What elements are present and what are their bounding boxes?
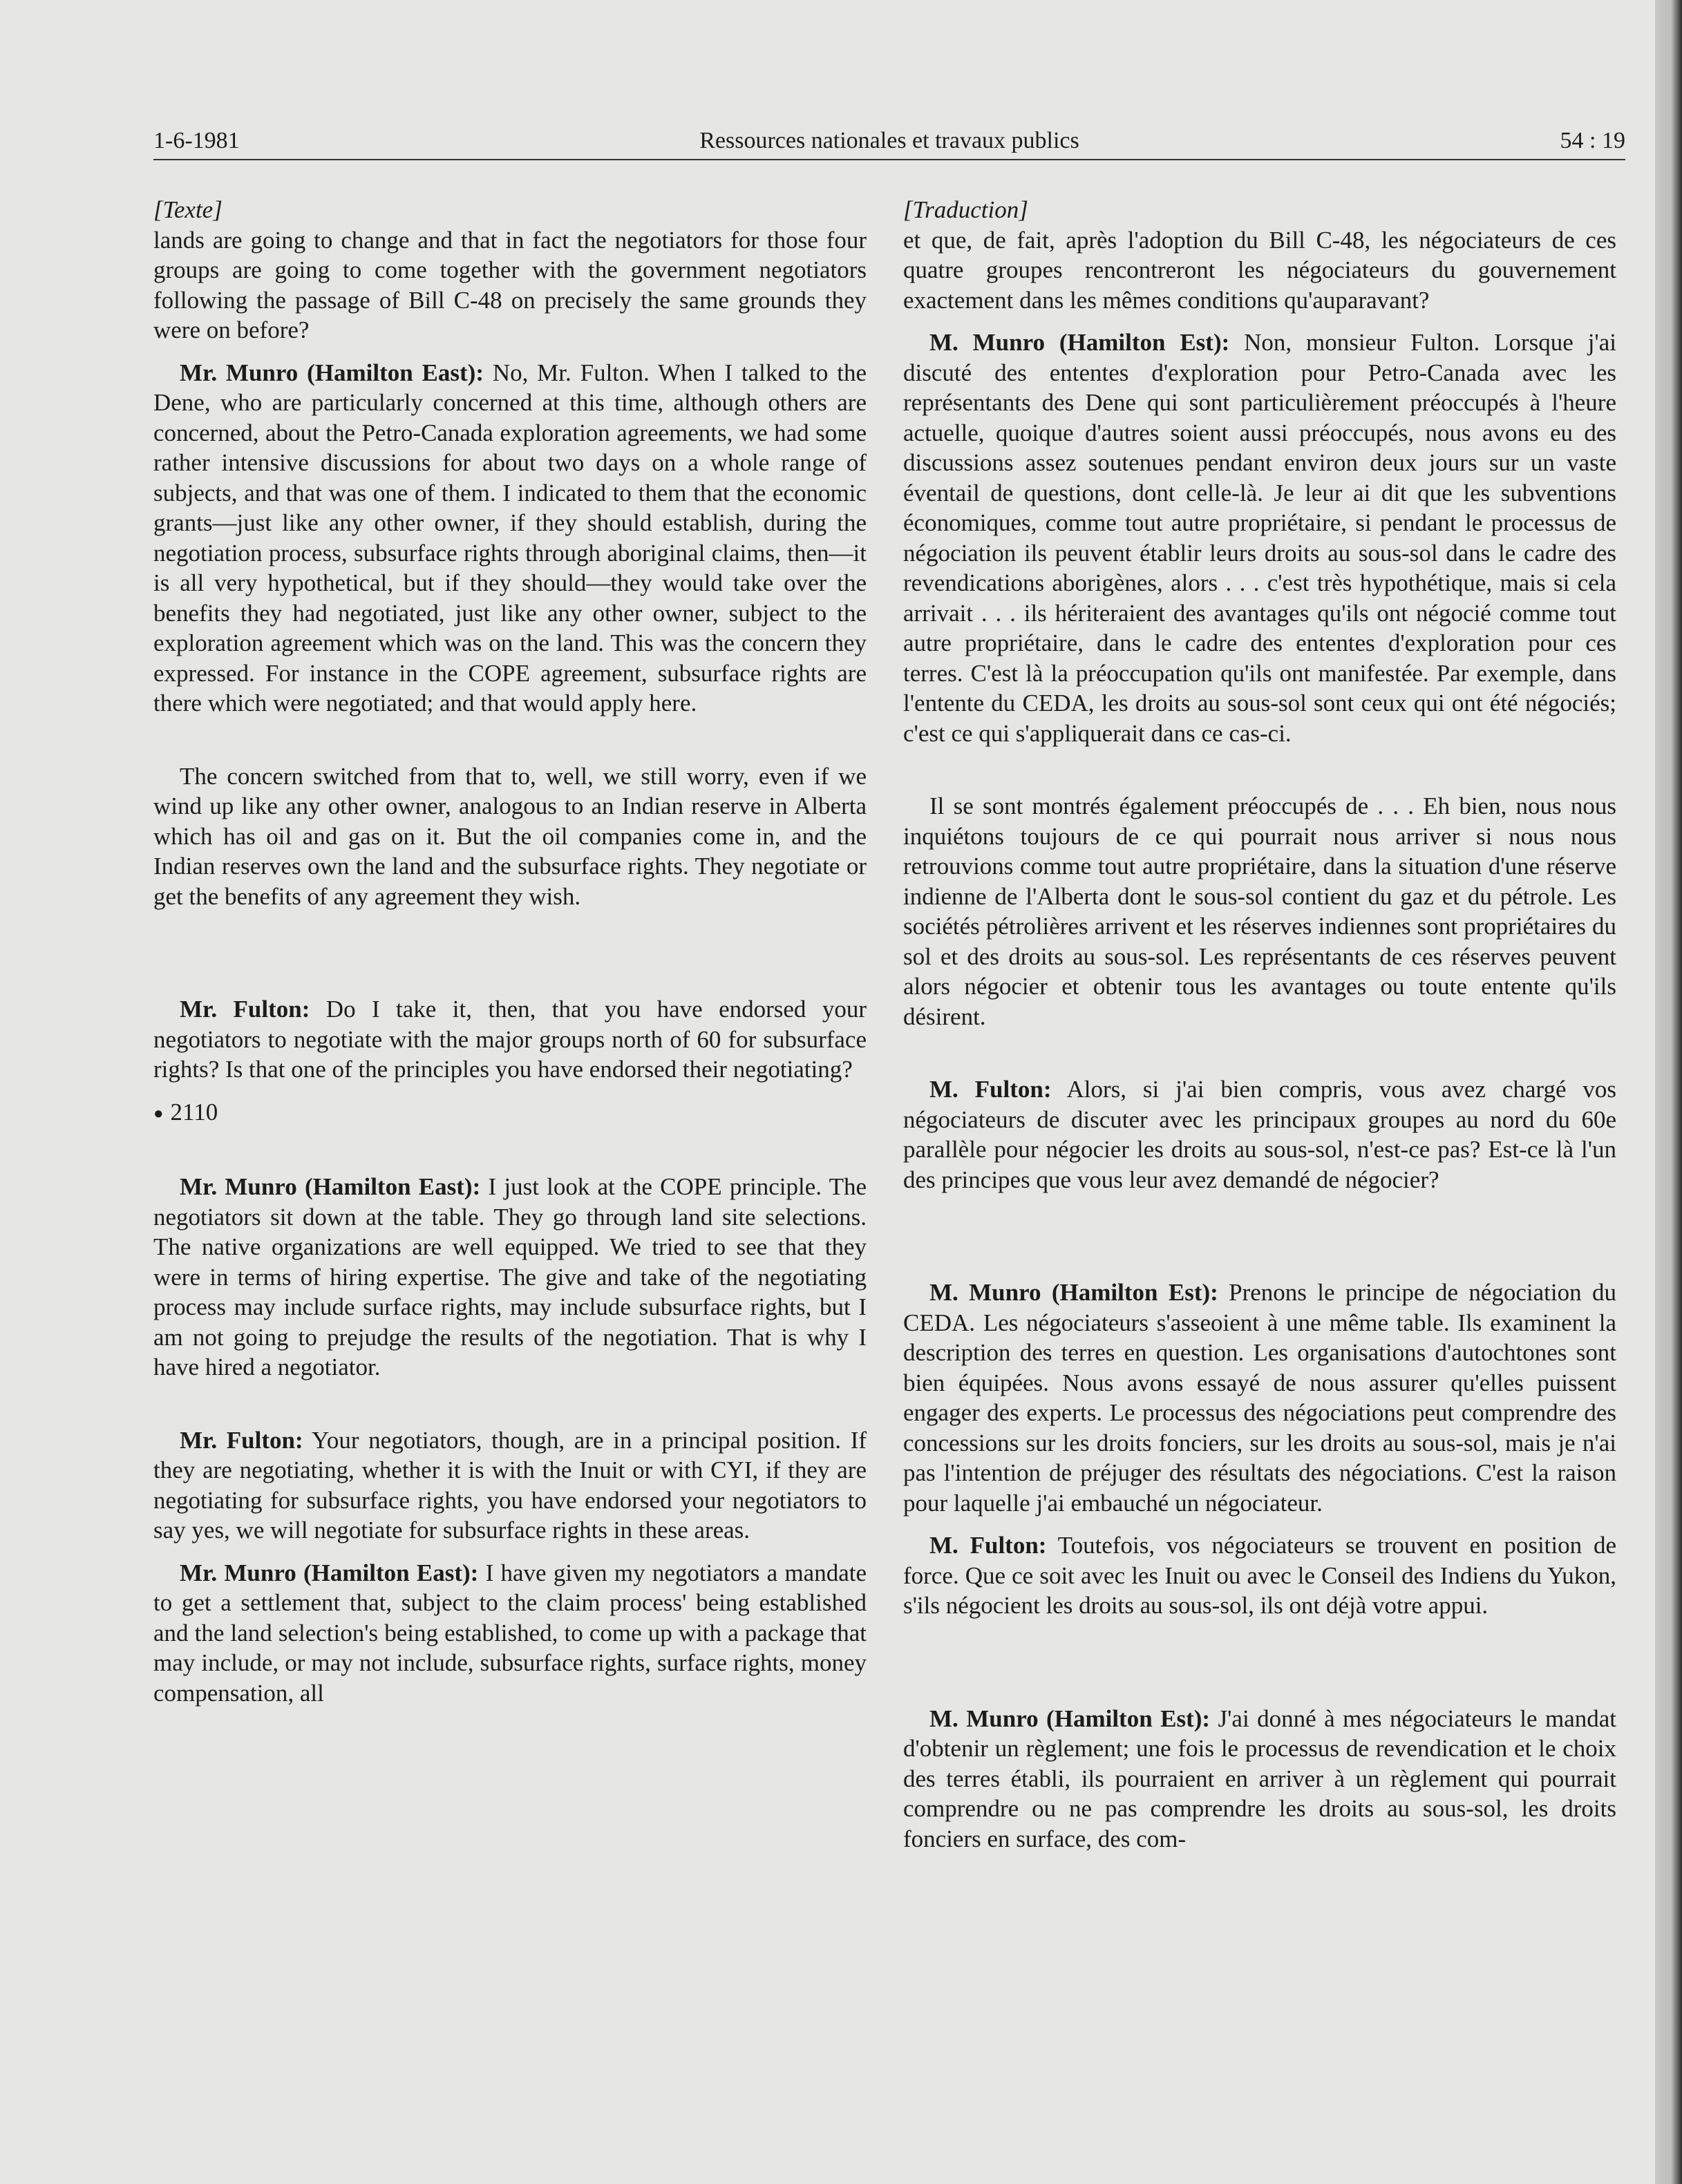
time-marker (153, 1097, 867, 1130)
right-column-french (903, 195, 1616, 1854)
speaker-name: M. Munro (Hamilton Est): (929, 329, 1230, 356)
paragraph (153, 1172, 867, 1383)
paragraph (153, 1425, 867, 1546)
speech-text: Prenons le principe de négociation du CEDA. Les négociateurs s'asseoient à une même table. Ils examinent la description des terres en question. Les organisations d'autochtones sont bien équipées. Nous avons essayé de nous assurer qu'elles puissent engager des experts. Le processus des négociations peut comprendre des concessions sur les droits fonciers, sur les droits au sous-sol, mais je n'ai pas l'intention de préjuger des résultats des négociations. C'est la raison pour laquelle j'ai embauché un négociateur. (903, 1279, 1616, 1517)
text-tag: [Texte] (153, 196, 223, 223)
translation-tag: [Traduction] (903, 196, 1028, 223)
paragraph (903, 1278, 1616, 1518)
speech-text: Your negotiators, though, are in a principal position. If they are negotiating, whether it is with the Inuit or with CYI, if they are negotiating for subsurface rights, you have endorsed your negotiators to say yes, we will negotiate for subsurface rights in these areas. (153, 1426, 867, 1544)
paragraph (903, 1704, 1616, 1854)
speech-text: Do I take it, then, that you have endorsed your negotiators to negotiate with the major groups north of 60 for subsurface rights? Is that one of the principles you have endorsed their negotiating? (153, 996, 867, 1083)
speaker-name: Mr. Munro (Hamilton East): (180, 1559, 479, 1586)
speech-text: I just look at the COPE principle. The negotiators sit down at the table. They go through land site selections. The native organizations are well equipped. We tried to see that they were in terms of hiring expertise. The give and take of the negotiating process may include surface rights, may include subsurface rights, but I am not going to prejudge the results of the negotiation. That is why I have hired a negotiator. (153, 1173, 867, 1381)
page-header (153, 123, 1625, 160)
speech-text: J'ai donné à mes négociateurs le mandat d'obtenir un règlement; une fois le processus de revendication et le choix des terres établi, ils pourraient en arriver à un règlement qui pourrait comprendre ou ne pas comprendre les droits au sous-sol, les droits fonciers en surface, des com- (903, 1705, 1616, 1852)
speaker-name: M. Fulton: (929, 1076, 1052, 1103)
paragraph (153, 994, 867, 1085)
speaker-name: M. Munro (Hamilton Est): (929, 1279, 1218, 1306)
speaker-name: M. Fulton: (929, 1532, 1047, 1559)
paragraph (903, 327, 1616, 748)
speech-text: Toutefois, vos négociateurs se trouvent en position de force. Que ce soit avec les Inuit ou avec le Conseil des Indiens du Yukon, s'ils négocient les droits au sous-sol, ils ont déjà votre appui. (903, 1532, 1616, 1619)
paragraph: lands are going to change and that in fact the negotiators for those four groups are going to come together with the government negotiators following the passage of Bill C-48 on precisely the same grounds they were on before? (153, 226, 867, 343)
paragraph (153, 358, 867, 719)
speaker-name: M. Munro (Hamilton Est): (929, 1705, 1211, 1732)
speech-text: No, Mr. Fulton. When I talked to the Dene, who are particularly concerned at this time, although others are concerned, about the Petro-Canada exploration agreements, we had some rather intensive discussions for about two days on a whole range of subjects, and that was one of them. I indicated to them that the economic grants—just like any other owner, if they should establish, during the negotiation process, subsurface rights through aboriginal claims, then—it is all very hypothetical, but if they should—they would take over the benefits they had negotiated, just like any other owner, subject to the exploration agreement which was on the land. This was the concern they expressed. For instance in the COPE agreement, subsurface rights are there which were negotiated; and that would apply here. (153, 359, 867, 716)
header-title: Ressources nationales et travaux publics (699, 128, 1079, 153)
speaker-name: Mr. Munro (Hamilton East): (180, 359, 484, 386)
speaker-name: Mr. Fulton: (180, 1426, 303, 1454)
speech-text: Alors, si j'ai bien compris, vous avez chargé vos négociateurs de discuter avec les principaux groupes au nord du 60e parallèle pour négocier les droits au sous-sol, n'est-ce pas? Est-ce là l'un des principes que vous leur avez demandé de négocier? (903, 1076, 1617, 1193)
paragraph: Il se sont montrés également préoccupés de . . . Eh bien, nous nous inquiétons toujours de ce qui pourrait nous arriver si nous nous retrouvions comme tout autre propriétaire, dans la situation d'une réserve indienne de l'Alberta dont le sous-sol contient du gaz et du pétrole. Les sociétés pétrolières arrivent et les réserves indiennes sont propriétaires du sol et des droits au sous-sol. Les représentants de ces réserves peuvent alors négocier et obtenir tous les avantages ou toute entente qu'ils désirent. (903, 792, 1616, 1030)
page-edge (1655, 0, 1682, 2184)
paragraph: The concern switched from that to, well, we still worry, even if we wind up like any other owner, analogous to an Indian reserve in Alberta which has oil and gas on it. But the oil companies come in, and the Indian reserves own the land and the subsurface rights. They negotiate or get the benefits of any agreement they wish. (153, 762, 867, 910)
speaker-name: Mr. Fulton: (180, 996, 310, 1023)
time-value: 2110 (170, 1098, 218, 1126)
paragraph: et que, de fait, après l'adoption du Bill C-48, les négociateurs de ces quatre groupes rencontreront les négociateurs du gouvernement exactement dans les mêmes conditions qu'auparavant? (903, 226, 1616, 314)
speaker-name: Mr. Munro (Hamilton East): (180, 1173, 481, 1201)
speech-text: I have given my negotiators a mandate to get a settlement that, subject to the claim process' being established and the land selection's being established, to come up with a package that may include, or may not include, subsurface rights, surface rights, money compensation, all (153, 1559, 867, 1707)
paragraph (153, 1558, 867, 1709)
bullet-icon: ● (153, 1104, 164, 1123)
header-date: 1-6-1981 (153, 128, 240, 153)
paragraph (903, 1074, 1616, 1195)
speech-text: Non, monsieur Fulton. Lorsque j'ai discuté des ententes d'exploration pour Petro-Canada avec les représentants des Dene qui sont particulièrement préoccupés à l'heure actuelle, quoique d'autres soient aussi préoccupés, nous avons eu des discussions assez soutenues pendant environ deux jours sur un vaste éventail de questions, dont celle-là. Je leur ai dit que les subventions économiques, comme tout autre propriétaire, si pendant le processus de négociation ils peuvent établir leurs droits au sous-sol dans le cadre des revendications aborigènes, alors . . . c'est très hypothétique, mais si cela arrivait . . . ils hériteraient des avantages qu'ils ont négocié comme tout autre propriétaire, dans le cadre des ententes d'exploration pour ces terres. C'est là la préoccupation qu'ils ont manifestée. Par exemple, dans l'entente du CEDA, les droits au sous-sol sont ceux qui ont été négociés; c'est ce qui s'appliquerait dans ce cas-ci. (903, 329, 1616, 747)
header-page-number: 54 : 19 (1560, 128, 1625, 153)
left-column-english (153, 195, 867, 1708)
paragraph (903, 1530, 1616, 1621)
